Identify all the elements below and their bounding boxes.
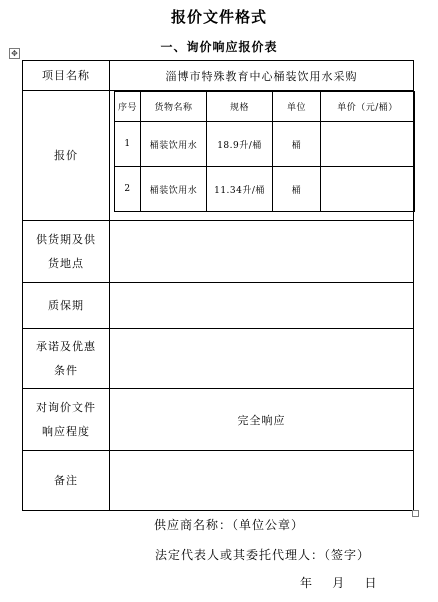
row-spec: 11.34升/桶 [207,167,273,212]
delivery-label [23,221,110,283]
row-no: 1 [115,122,141,167]
warranty-value[interactable] [110,283,414,329]
response-label-line1: 对询价文件 [36,400,96,414]
row-price-field[interactable] [321,122,415,167]
col-header-spec: 规格 [207,92,273,122]
table-row [115,122,415,167]
table-title: 一、询价响应报价表 [160,40,278,54]
response-label [23,389,110,451]
row-unit: 桶 [273,122,321,167]
quote-header-row [115,92,415,122]
quote-row [23,91,414,221]
commitment-label [23,329,110,389]
commitment-label-line2: 条件 [54,363,78,377]
row-item-name: 桶装饮用水 [141,122,207,167]
delivery-label-line1: 供货期及供 [36,232,96,246]
project-row [23,61,414,91]
row-price-field[interactable] [321,167,415,212]
commitment-label-line1: 承诺及优惠 [36,339,96,353]
quote-items-table [114,91,415,212]
warranty-row [23,283,414,329]
project-name-value: 淄博市特殊教育中心桶装饮用水采购 [110,61,414,91]
warranty-label: 质保期 [23,283,110,329]
remarks-label: 备注 [23,451,110,511]
row-no: 2 [115,167,141,212]
col-header-unit: 单位 [273,92,321,122]
row-item-name: 桶装饮用水 [141,167,207,212]
remarks-value[interactable] [110,451,414,511]
commitment-row [23,329,414,389]
remarks-row [23,451,414,511]
row-spec: 18.9升/桶 [207,122,273,167]
quote-label: 报价 [23,91,110,221]
table-row [115,167,415,212]
date-line: 年 月 日 [300,576,378,590]
table-move-handle-icon[interactable]: ✥ [9,48,20,59]
delivery-row [23,221,414,283]
row-unit: 桶 [273,167,321,212]
col-header-price: 单价（元/桶） [321,92,415,122]
response-value: 完全响应 [110,389,414,451]
project-name-label: 项目名称 [23,61,110,91]
supplier-name-line: 供应商名称：（单位公章） [154,518,305,532]
representative-line: 法定代表人或其委托代理人：（签字） [155,548,371,562]
commitment-value[interactable] [110,329,414,389]
response-label-line2: 响应程度 [42,424,90,438]
response-row [23,389,414,451]
delivery-label-line2: 货地点 [48,256,84,270]
delivery-value[interactable] [110,221,414,283]
col-header-name: 货物名称 [141,92,207,122]
col-header-no: 序号 [115,92,141,122]
quote-cell [110,91,414,221]
document-title: 报价文件格式 [170,8,267,26]
table-resize-handle[interactable] [412,510,419,517]
quotation-table [22,60,414,511]
